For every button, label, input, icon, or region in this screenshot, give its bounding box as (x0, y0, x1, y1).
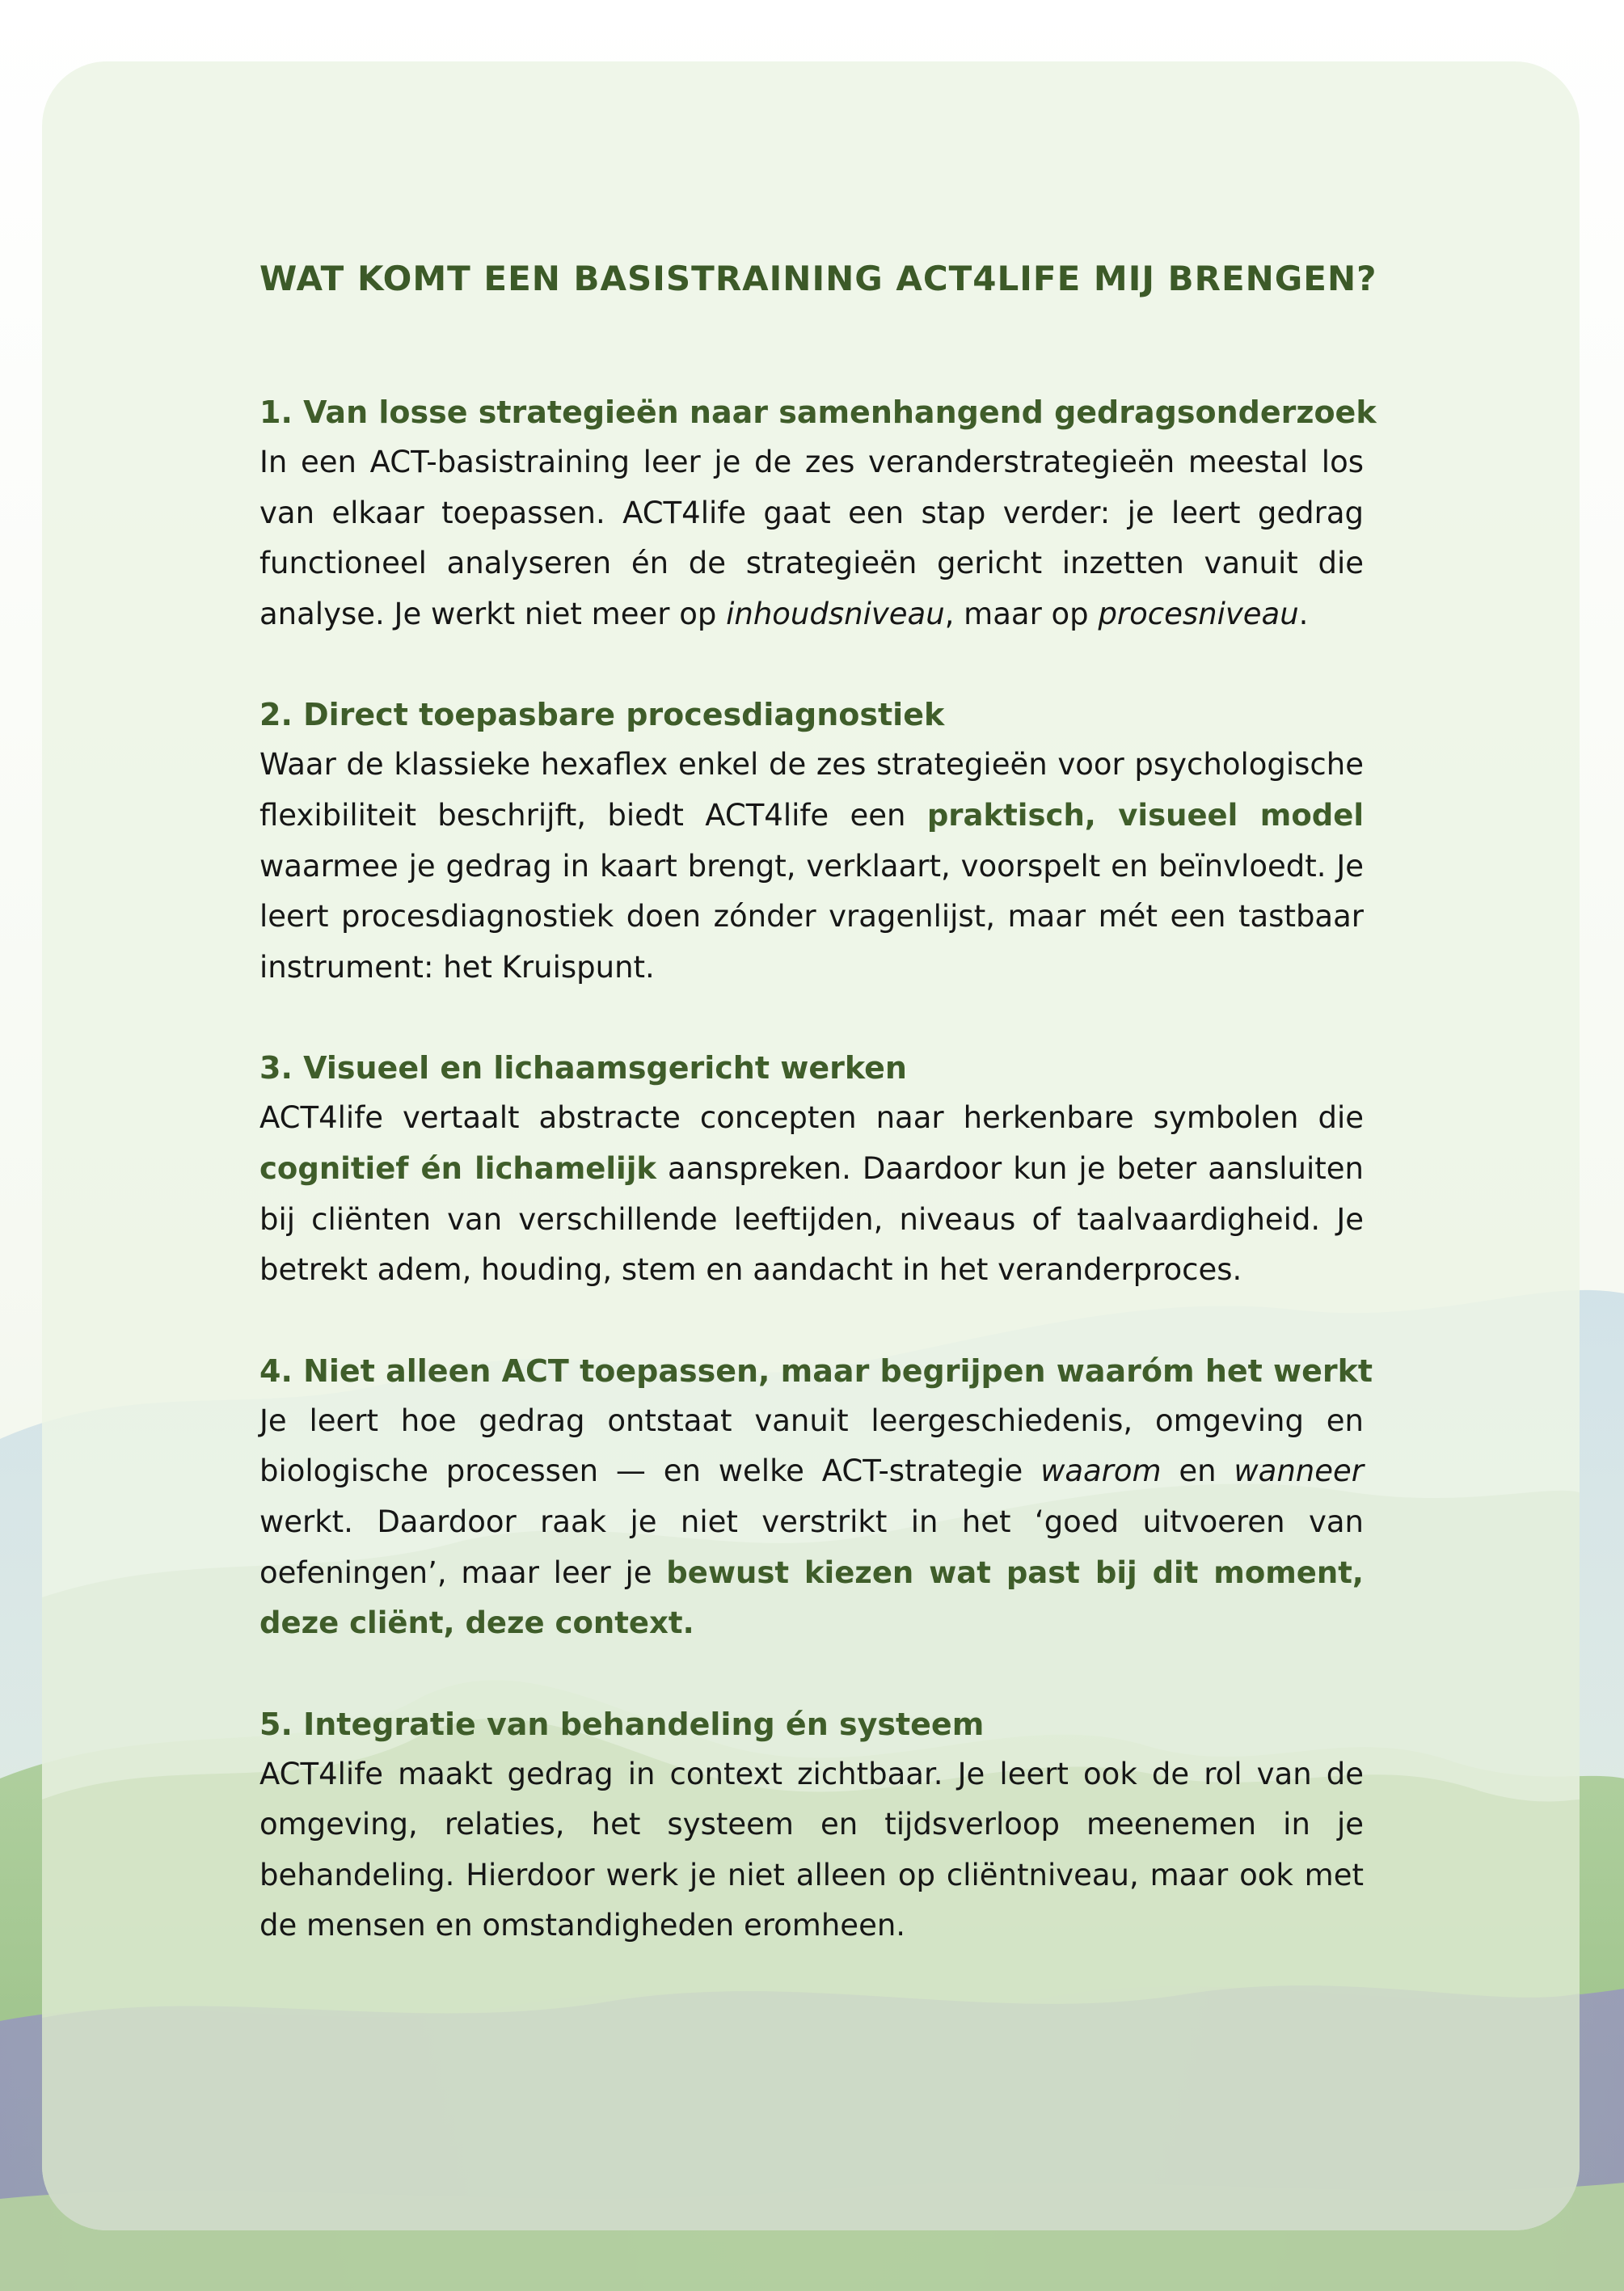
section-body (259, 740, 1364, 993)
section-body (259, 437, 1364, 639)
section-title: 4. Niet alleen ACT toepassen, maar begrijpen waaróm het werkt (259, 1352, 1373, 1389)
highlight-text: praktisch, visueel model (926, 797, 1364, 833)
body-text: Waar de klassieke hexaflex enkel de zes strategieën voor psychologische flexibiliteit beschrijft, biedt ACT4life een (259, 747, 1364, 833)
section-body (259, 1093, 1364, 1295)
page-title: WAT KOMT EEN BASISTRAINING ACT4LIFE MIJ BRENGEN? (259, 259, 1377, 298)
emphasis-text: waarom (1040, 1453, 1162, 1489)
section-title: 2. Direct toepasbare procesdiagnostiek (259, 697, 945, 733)
section-4 (259, 1346, 1373, 1649)
section-body (259, 1749, 1364, 1951)
body-text: ACT4life vertaalt abstracte concepten naar herkenbare symbolen die (259, 1100, 1364, 1136)
emphasis-text: procesniveau (1098, 596, 1299, 631)
body-text: Je leert hoe gedrag ontstaat vanuit leergeschiedenis, omgeving en biologische processen — en welke ACT-strategie (259, 1403, 1364, 1489)
body-text: waarmee je gedrag in kaart brengt, verklaart, voorspelt en beïnvloedt. Je leert procesdiagnostiek doen zónder vragenlijst, maar mét een tastbaar instrument: het Kruispunt. (259, 848, 1364, 985)
body-text: , maar op (944, 596, 1099, 631)
body-text: aanspreken. Daardoor kun je beter aansluiten bij cliënten van verschillende leeftijden, niveaus of taalvaardigheid. Je betrekt adem, houding, stem en aandacht in het veranderproces. (259, 1150, 1365, 1288)
section-title: 5. Integratie van behandeling én systeem (259, 1706, 985, 1742)
section-body (259, 1396, 1364, 1649)
section-3 (259, 1043, 1364, 1295)
body-text: In een ACT-basistraining leer je de zes veranderstrategieën meestal los van elkaar toepassen. ACT4life gaat een stap verder: je leert gedrag functioneel analyseren én de strategieën gericht inzetten vanuit die analyse. Je werkt niet meer op (259, 445, 1364, 631)
document-content (259, 247, 1377, 2002)
emphasis-text: inhoudsniveau (726, 596, 945, 631)
emphasis-text: wanneer (1234, 1453, 1364, 1489)
body-text: ACT4life maakt gedrag in context zichtbaar. Je leert ook de rol van de omgeving, relaties, het systeem en tijdsverloop meenemen in je behandeling. Hierdoor werk je niet alleen op cliëntniveau, maar ook met de mensen en omstandigheden eromheen. (259, 1756, 1364, 1943)
section-title: 1. Van losse strategieën naar samenhangend gedragsonderzoek (259, 394, 1377, 430)
highlight-text: bewust kiezen wat past bij dit moment, deze cliënt, deze context. (259, 1555, 1364, 1641)
body-text: werkt. Daardoor raak je niet verstrikt in het ‘goed uitvoeren van oefeningen’, maar leer je (259, 1504, 1364, 1590)
section-1 (259, 387, 1377, 639)
section-title: 3. Visueel en lichaamsgericht werken (259, 1050, 907, 1086)
section-5 (259, 1699, 1364, 1951)
section-2 (259, 690, 1364, 993)
body-text: en (1161, 1453, 1234, 1489)
highlight-text: cognitief én lichamelijk (259, 1150, 657, 1186)
body-text: . (1298, 596, 1309, 631)
